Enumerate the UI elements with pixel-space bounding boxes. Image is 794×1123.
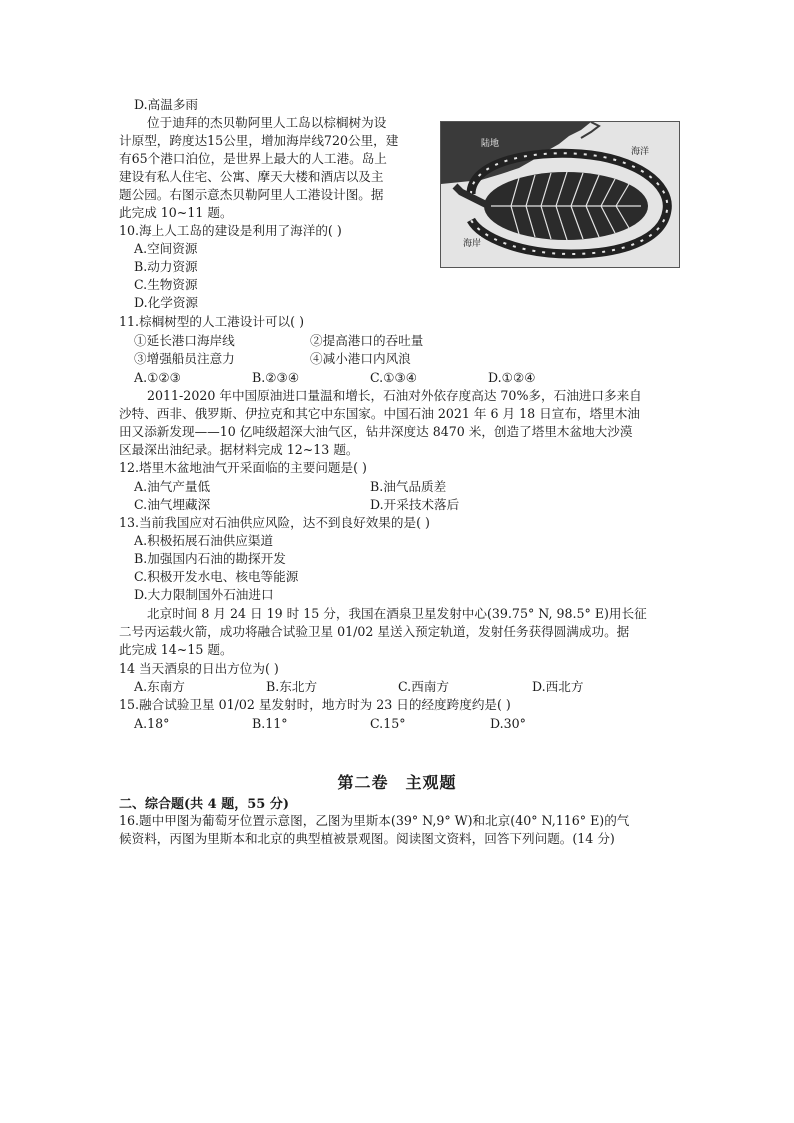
q14-option-a: A.东南方 <box>134 679 185 694</box>
q16-stem-line-2: 候资料，丙图为里斯本和北京的典型植被景观图。阅读图文资料，回答下列问题。(14 分) <box>119 831 615 846</box>
q14-option-c: C.西南方 <box>398 679 449 694</box>
q15-option-d: D.30° <box>490 716 526 731</box>
map-label-land: 陆地 <box>481 139 500 149</box>
q13-option-a: A.积极拓展石油供应渠道 <box>134 533 274 548</box>
q14-option-b: B.东北方 <box>266 679 318 694</box>
passage-10-line-5: 题公园。右图示意杰贝勒阿里人工港设计图。据 <box>119 187 384 202</box>
q12-option-a: A.油气产量低 <box>134 479 211 494</box>
q13-stem: 13.当前我国应对石油供应风险，达不到良好效果的是( ) <box>119 515 430 530</box>
q10-option-d: D.化学资源 <box>134 295 199 310</box>
q11-option-b: B.②③④ <box>252 370 300 385</box>
palm-island-map <box>440 121 680 268</box>
q12-stem: 12.塔里木盆地油气开采面临的主要问题是( ) <box>119 460 367 475</box>
passage-14-line-2: 二号丙运载火箭，成功将融合试验卫星 01/02 星送入预定轨道，发射任务获得圆满成功。据 <box>119 624 630 639</box>
q15-option-b: B.11° <box>252 716 288 731</box>
q9-option-d: D.高温多雨 <box>134 97 199 112</box>
q12-option-d: D.开采技术落后 <box>370 497 460 512</box>
q10-option-a: A.空间资源 <box>134 241 198 256</box>
q15-option-a: A.18° <box>134 716 170 731</box>
q11-option-c: C.①③④ <box>370 370 418 385</box>
passage-10-line-1: 位于迪拜的杰贝勒阿里人工岛以棕榈树为设 <box>147 115 387 130</box>
q11-choice-2: ②提高港口的吞吐量 <box>310 333 424 348</box>
passage-12-line-4: 区最深出油纪录。据材料完成 12~13 题。 <box>119 442 359 457</box>
passage-12-line-2: 沙特、西非、俄罗斯、伊拉克和其它中东国家。中国石油 2021 年 6 月 18 日宣布，塔里木油 <box>119 406 640 421</box>
passage-10-line-6: 此完成 10~11 题。 <box>119 205 233 220</box>
passage-14-line-3: 此完成 14~15 题。 <box>119 642 233 657</box>
passage-14-line-1: 北京时间 8 月 24 日 19 时 15 分，我国在酒泉卫星发射中心(39.75° N, 98.5° E)用长征 <box>147 606 647 621</box>
q11-option-d: D.①②④ <box>488 370 536 385</box>
q15-option-c: C.15° <box>370 716 406 731</box>
q16-stem-line-1: 16.题中甲图为葡萄牙位置示意图，乙图为里斯本(39° N,9° W)和北京(40° N,116° E)的气 <box>119 813 630 828</box>
q11-choice-3: ③增强船员注意力 <box>134 351 235 366</box>
map-label-coast: 海岸 <box>463 236 481 249</box>
q11-option-a: A.①②③ <box>134 370 181 385</box>
q12-option-c: C.油气埋藏深 <box>134 497 211 512</box>
q10-option-b: B.动力资源 <box>134 259 198 274</box>
passage-12-line-3: 田又添新发现——10 亿吨级超深大油气区，钻井深度达 8470 米，创造了塔里木盆地大沙漠 <box>119 424 633 439</box>
q13-option-c: C.积极开发水电、核电等能源 <box>134 569 299 584</box>
section-two-heading: 二、综合题(共 4 题，55 分) <box>119 797 290 812</box>
q10-stem: 10.海上人工岛的建设是利用了海洋的( ) <box>119 223 342 238</box>
passage-10-line-2: 计原型，跨度达15公里，增加海岸线720公里，建 <box>119 133 399 148</box>
q13-option-d: D.大力限制国外石油进口 <box>134 587 274 602</box>
map-label-ocean: 海洋 <box>631 147 650 157</box>
part-two-title: 第二卷 主观题 <box>337 773 457 792</box>
q14-stem: 14 当天酒泉的日出方位为( ) <box>119 661 279 676</box>
q11-choice-1: ①延长港口海岸线 <box>134 333 235 348</box>
passage-12-line-1: 2011-2020 年中国原油进口量温和增长，石油对外依存度高达 70%多，石油进口多来自 <box>147 388 642 403</box>
q10-option-c: C.生物资源 <box>134 277 198 292</box>
passage-10-line-4: 建设有私人住宅、公寓、摩天大楼和酒店以及主 <box>119 169 384 184</box>
passage-10-line-3: 有65个港口泊位，是世界上最大的人工港。岛上 <box>119 151 387 166</box>
q11-stem: 11.棕榈树型的人工港设计可以( ) <box>119 314 304 329</box>
q14-option-d: D.西北方 <box>532 679 584 694</box>
q15-stem: 15.融合试验卫星 01/02 星发射时，地方时为 23 日的经度跨度约是( ) <box>119 697 511 712</box>
q12-option-b: B.油气品质差 <box>370 479 447 494</box>
q11-choice-4: ④减小港口内风浪 <box>310 351 411 366</box>
q13-option-b: B.加强国内石油的勘探开发 <box>134 551 286 566</box>
